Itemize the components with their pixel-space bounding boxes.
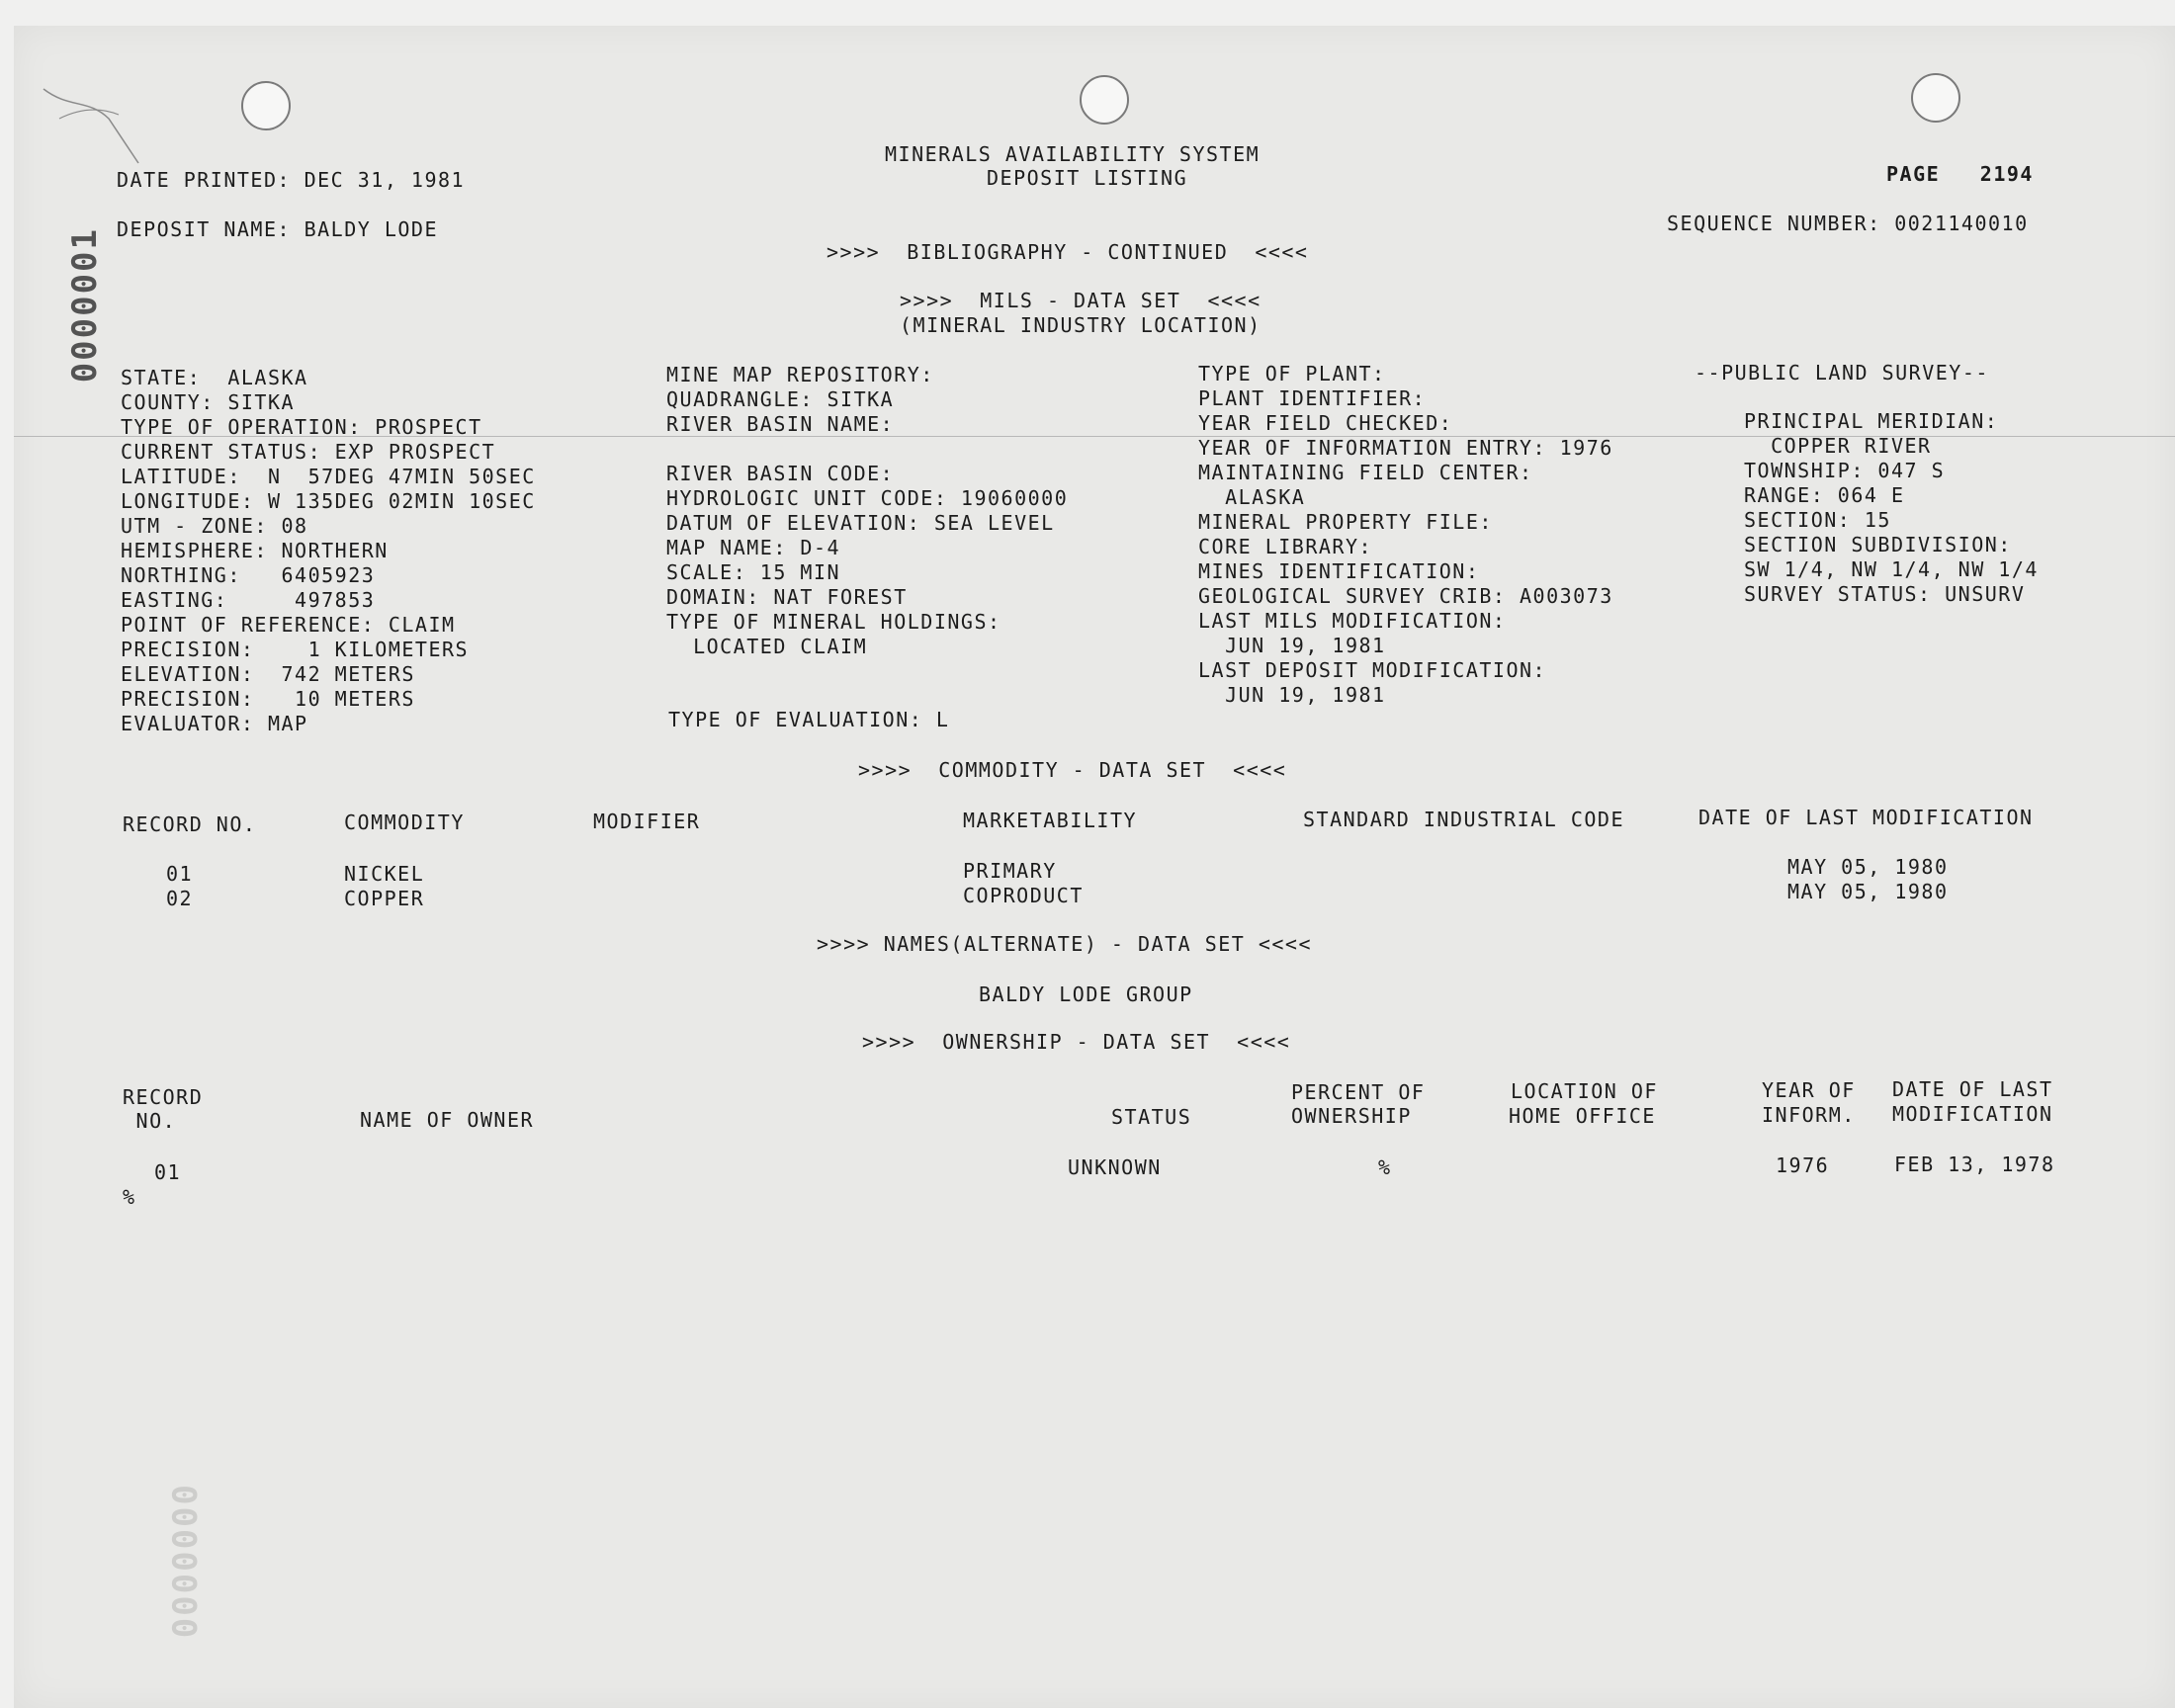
mils-field: TYPE OF OPERATION: PROSPECT [121, 415, 482, 439]
mils-field: STATE: ALASKA [121, 366, 308, 389]
mils-field: DATUM OF ELEVATION: SEA LEVEL [666, 511, 1055, 535]
column-header: MODIFIER [593, 810, 701, 833]
column-header: MODIFICATION [1892, 1102, 2053, 1126]
mils-field: ALASKA [1198, 485, 1306, 509]
mils-field: JUN 19, 1981 [1198, 683, 1386, 707]
listing-title: DEPOSIT LISTING [987, 166, 1188, 190]
faint-stamp: 0000000 [166, 1483, 206, 1639]
punch-hole-center [1080, 75, 1129, 125]
section-mils-subtitle: (MINERAL INDUSTRY LOCATION) [900, 313, 1262, 337]
mils-field: POINT OF REFERENCE: CLAIM [121, 613, 456, 637]
mils-field: SECTION SUBDIVISION: [1744, 533, 2012, 556]
mils-field: QUADRANGLE: SITKA [666, 387, 895, 411]
section-mils: >>>> MILS - DATA SET <<<< [900, 289, 1262, 312]
mils-field: MINES IDENTIFICATION: [1198, 559, 1480, 583]
column-header: STANDARD INDUSTRIAL CODE [1303, 808, 1624, 831]
section-bibliography: >>>> BIBLIOGRAPHY - CONTINUED <<<< [826, 240, 1309, 264]
record-stamp: 0000001 [65, 227, 105, 384]
mils-field: EVALUATOR: MAP [121, 712, 308, 735]
mils-field: MAINTAINING FIELD CENTER: [1198, 461, 1533, 484]
date-cell: MAY 05, 1980 [1787, 880, 1949, 903]
mils-field: LAST DEPOSIT MODIFICATION: [1198, 658, 1547, 682]
mils-field: RANGE: 064 E [1744, 483, 1905, 507]
section-names: >>>> NAMES(ALTERNATE) - DATA SET <<<< [817, 932, 1313, 956]
status-cell: UNKNOWN [1068, 1155, 1162, 1179]
marketability-cell: COPRODUCT [963, 884, 1084, 907]
mils-field: NORTHING: 6405923 [121, 563, 376, 587]
mils-field: PRINCIPAL MERIDIAN: [1744, 409, 1999, 433]
section-ownership: >>>> OWNERSHIP - DATA SET <<<< [862, 1030, 1291, 1054]
punch-hole-left [241, 81, 291, 130]
mils-field: TYPE OF MINERAL HOLDINGS: [666, 610, 1001, 634]
mils-field: SECTION: 15 [1744, 508, 1891, 532]
column-header: RECORD NO. [123, 812, 257, 836]
mils-field: DOMAIN: NAT FOREST [666, 585, 908, 609]
commodity-cell: COPPER [344, 887, 425, 910]
year-cell: 1976 [1776, 1153, 1830, 1177]
column-header: NAME OF OWNER [360, 1108, 535, 1132]
mils-field: GEOLOGICAL SURVEY CRIB: A003073 [1198, 584, 1613, 608]
mils-field: MINE MAP REPOSITORY: [666, 363, 934, 386]
mils-field: LOCATED CLAIM [666, 635, 868, 658]
mils-field: PRECISION: 10 METERS [121, 687, 415, 711]
date-cell: MAY 05, 1980 [1787, 855, 1949, 879]
commodity-cell: NICKEL [344, 862, 425, 886]
mils-field: CURRENT STATUS: EXP PROSPECT [121, 440, 496, 464]
percent-cell: % [1378, 1155, 1392, 1179]
column-header: OWNERSHIP [1291, 1104, 1412, 1128]
column-header: DATE OF LAST MODIFICATION [1698, 806, 2034, 829]
column-header: STATUS [1111, 1105, 1192, 1129]
page-number: PAGE 2194 [1886, 162, 2034, 186]
pencil-mark [40, 79, 148, 168]
punch-hole-right [1911, 73, 1960, 123]
mils-field: LONGITUDE: W 135DEG 02MIN 10SEC [121, 489, 536, 513]
date-cell: FEB 13, 1978 [1894, 1153, 2055, 1176]
mils-field: RIVER BASIN CODE: [666, 462, 895, 485]
mils-field: TYPE OF PLANT: [1198, 362, 1386, 385]
mils-field: YEAR FIELD CHECKED: [1198, 411, 1453, 435]
deposit-name: DEPOSIT NAME: BALDY LODE [117, 217, 438, 241]
mils-field: JUN 19, 1981 [1198, 634, 1386, 657]
mils-field: EASTING: 497853 [121, 588, 376, 612]
record-cell: 01 [166, 862, 194, 886]
column-header: YEAR OF [1762, 1078, 1856, 1102]
column-header: NO. [123, 1109, 177, 1133]
mils-field: YEAR OF INFORMATION ENTRY: 1976 [1198, 436, 1613, 460]
mils-field: CORE LIBRARY: [1198, 535, 1373, 558]
mils-field: SW 1/4, NW 1/4, NW 1/4 [1744, 557, 2039, 581]
mils-field: HYDROLOGIC UNIT CODE: 19060000 [666, 486, 1069, 510]
column-header: DATE OF LAST [1892, 1077, 2053, 1101]
column-header: PERCENT OF [1291, 1080, 1426, 1104]
mils-field: UTM - ZONE: 08 [121, 514, 308, 538]
owner-note: % [123, 1185, 136, 1209]
mils-field: SURVEY STATUS: UNSURV [1744, 582, 2026, 606]
public-land-survey-title: --PUBLIC LAND SURVEY-- [1695, 361, 1989, 384]
column-header: RECORD [123, 1085, 204, 1109]
mils-field: PRECISION: 1 KILOMETERS [121, 638, 470, 661]
mils-field: COPPER RIVER [1744, 434, 1932, 458]
mils-field: LATITUDE: N 57DEG 47MIN 50SEC [121, 465, 536, 488]
system-title: MINERALS AVAILABILITY SYSTEM [885, 142, 1261, 166]
column-header: HOME OFFICE [1509, 1104, 1656, 1128]
marketability-cell: PRIMARY [963, 859, 1057, 883]
mils-field: ELEVATION: 742 METERS [121, 662, 415, 686]
mils-field: SCALE: 15 MIN [666, 560, 841, 584]
record-cell: 01 [154, 1160, 182, 1184]
column-header: INFORM. [1762, 1103, 1856, 1127]
type-of-evaluation: TYPE OF EVALUATION: L [668, 708, 950, 731]
column-header: MARKETABILITY [963, 809, 1138, 832]
column-header: COMMODITY [344, 811, 465, 834]
date-printed: DATE PRINTED: DEC 31, 1981 [117, 168, 466, 192]
mils-field: COUNTY: SITKA [121, 390, 296, 414]
mils-field: HEMISPHERE: NORTHERN [121, 539, 389, 562]
mils-field: MINERAL PROPERTY FILE: [1198, 510, 1493, 534]
mils-field: LAST MILS MODIFICATION: [1198, 609, 1507, 633]
mils-field: PLANT IDENTIFIER: [1198, 386, 1427, 410]
record-cell: 02 [166, 887, 194, 910]
mils-field: MAP NAME: D-4 [666, 536, 841, 559]
mils-field: TOWNSHIP: 047 S [1744, 459, 1946, 482]
alternate-name: BALDY LODE GROUP [979, 982, 1193, 1006]
section-commodity: >>>> COMMODITY - DATA SET <<<< [858, 758, 1287, 782]
sequence-number: SEQUENCE NUMBER: 0021140010 [1667, 212, 2029, 235]
mils-field: RIVER BASIN NAME: [666, 412, 895, 436]
column-header: LOCATION OF [1511, 1079, 1658, 1103]
